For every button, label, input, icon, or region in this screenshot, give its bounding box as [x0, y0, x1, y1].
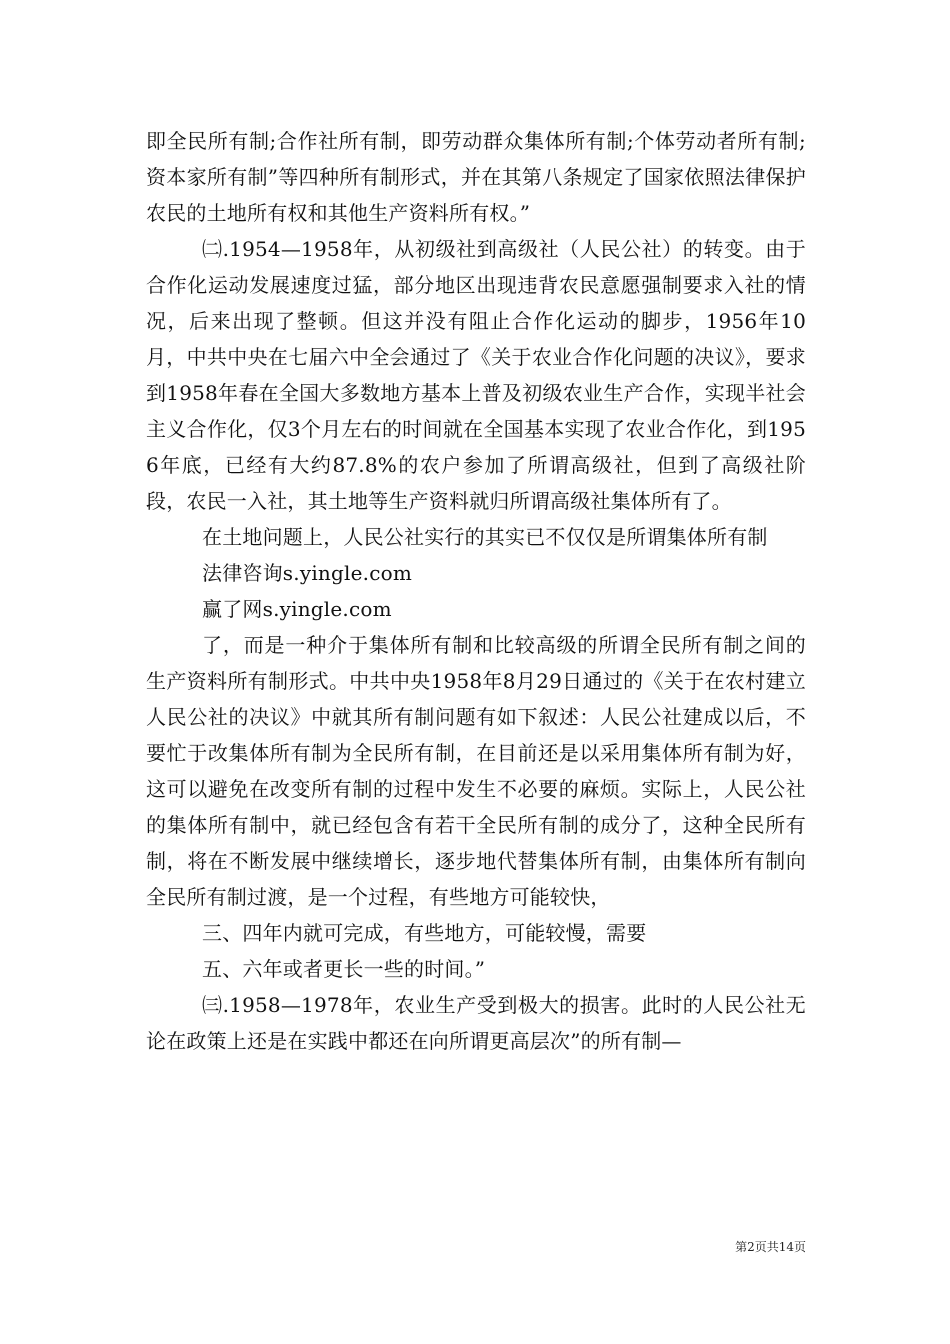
paragraph-five-six-years: 五、六年或者更长一些的时间。” [202, 957, 486, 981]
paragraph-ownership-form: 了，而是一种介于集体所有制和比较高级的所谓全民所有制之间的生产资料所有制形式。中共中央1958年8月29日通过的《关于在农村建立人民公社的决议》中就其所有制问题有如下叙述：人民公社建成以后，不要忙于改集体所有制为全民所有制，在目前还是以采用集体所有制为好，这可以避免在改变所有制的过程中发生不必要的麻烦。实际上，人民公社的集体所有制中，就已经包含有若干全民所有制的成分了，这种全民所有制，将在不断发展中继续增长，逐步地代替集体所有制，由集体所有制向全民所有制过渡，是一个过程，有些地方可能较快， [146, 633, 806, 909]
paragraph-land-issue: 在土地问题上，人民公社实行的其实已不仅仅是所谓集体所有制 [202, 525, 768, 549]
page-number-footer: 第2页共14页 [735, 1240, 806, 1254]
paragraph-continuation: 即全民所有制;合作社所有制，即劳动群众集体所有制;个体劳动者所有制;资本家所有制”等四种所有制形式，并在其第八条规定了国家依照法律保护农民的土地所有权和其他生产资料所有权。” [146, 129, 806, 225]
document-body [146, 123, 806, 1059]
paragraph-section-2: ㈡.1954—1958年，从初级社到高级社（人民公社）的转变。由于合作化运动发展速度过猛，部分地区出现违背农民意愿强制要求入社的情况，后来出现了整顿。但这并没有阻止合作化运动的脚步，1956年10月，中共中央在七届六中全会通过了《关于农业合作化问题的决议》，要求到1958年春在全国大多数地方基本上普及初级农业生产合作，实现半社会主义合作化，仅3个月左右的时间就在全国基本实现了农业合作化，到1956年底，已经有大约87.8%的农户参加了所谓高级社，但到了高级社阶段，农民一入社，其土地等生产资料就归所谓高级社集体所有了。 [146, 237, 806, 513]
watermark-line-yingle: 赢了网s.yingle.com [202, 597, 392, 621]
paragraph-section-3: ㈢.1958—1978年，农业生产受到极大的损害。此时的人民公社无论在政策上还是在实践中都还在向所谓更高层次”的所有制— [146, 993, 806, 1053]
watermark-line-legal-consult: 法律咨询s.yingle.com [202, 561, 412, 585]
paragraph-three-four-years: 三、四年内就可完成，有些地方，可能较慢，需要 [202, 921, 647, 945]
